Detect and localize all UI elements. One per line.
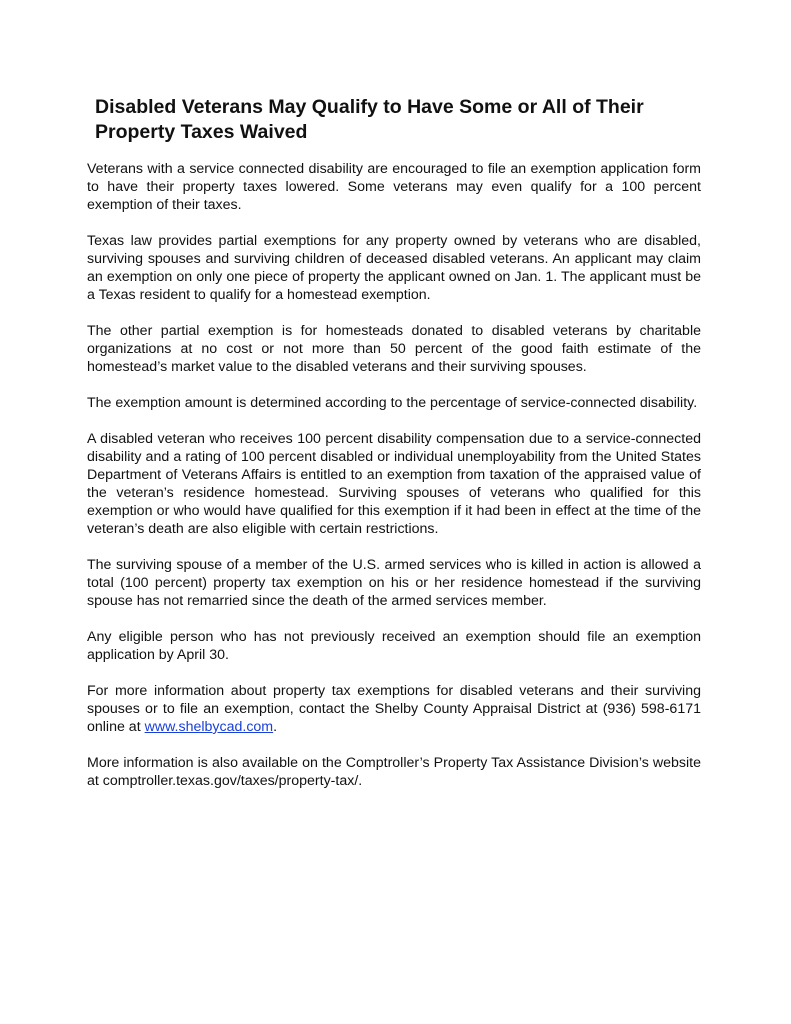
paragraph-texas-law: Texas law provides partial exemptions for any property owned by veterans who are disabled, surviving spouses and surviving children of deceased disabled veterans. An applicant may claim an exemption on only one piece of property the applicant owned on Jan. 1. The applicant must be a Texas resident to qualify for a homestead exemption. — [87, 233, 701, 303]
paragraph-comptroller: More information is also available on the Comptroller’s Property Tax Assistance Division’s website at comptroller.texas.gov/taxes/property-tax/. — [87, 755, 701, 789]
page-title — [95, 95, 695, 145]
paragraph-intro: Veterans with a service connected disability are encouraged to file an exemption application form to have their property taxes lowered. Some veterans may even qualify for a 100 percent exemption of their taxes. — [87, 161, 701, 213]
paragraph-contact — [87, 682, 701, 736]
document-body — [87, 160, 701, 808]
paragraph-full-disability: A disabled veteran who receives 100 percent disability compensation due to a service-connected disability and a rating of 100 percent disabled or individual unemployability from the United States Department of Veterans Affairs is entitled to an exemption from taxation of the appraised value of the veteran’s residence homestead. Surviving spouses of veterans who qualified for this exemption or who would have qualified for this exemption if it had been in effect at the time of the veteran’s death are also eligible with certain restrictions. — [87, 431, 701, 537]
paragraph-donated-homesteads: The other partial exemption is for homesteads donated to disabled veterans by charitable organizations at no cost or not more than 50 percent of the good faith estimate of the homestead’s market value to the disabled veterans and their surviving spouses. — [87, 323, 701, 375]
contact-period: . — [273, 719, 278, 735]
contact-text: For more information about property tax exemptions for disabled veterans and their surviving spouses or to file an exemption, contact the Shelby County Appraisal District at (936) 598-6171 online at — [87, 683, 701, 735]
title-line-2: Property Taxes Waived — [95, 121, 308, 143]
paragraph-surviving-spouse: The surviving spouse of a member of the U.S. armed services who is killed in action is allowed a total (100 percent) property tax exemption on his or her residence homestead if the surviving spouse has not remarried since the death of the armed services member. — [87, 557, 701, 609]
paragraph-deadline: Any eligible person who has not previously received an exemption should file an exemption application by April 30. — [87, 629, 701, 663]
title-line-1: Disabled Veterans May Qualify to Have Some or All of Their — [95, 96, 644, 118]
paragraph-exemption-amount: The exemption amount is determined according to the percentage of service-connected disability. — [87, 395, 698, 411]
shelbycad-link[interactable]: www.shelbycad.com — [144, 719, 274, 735]
